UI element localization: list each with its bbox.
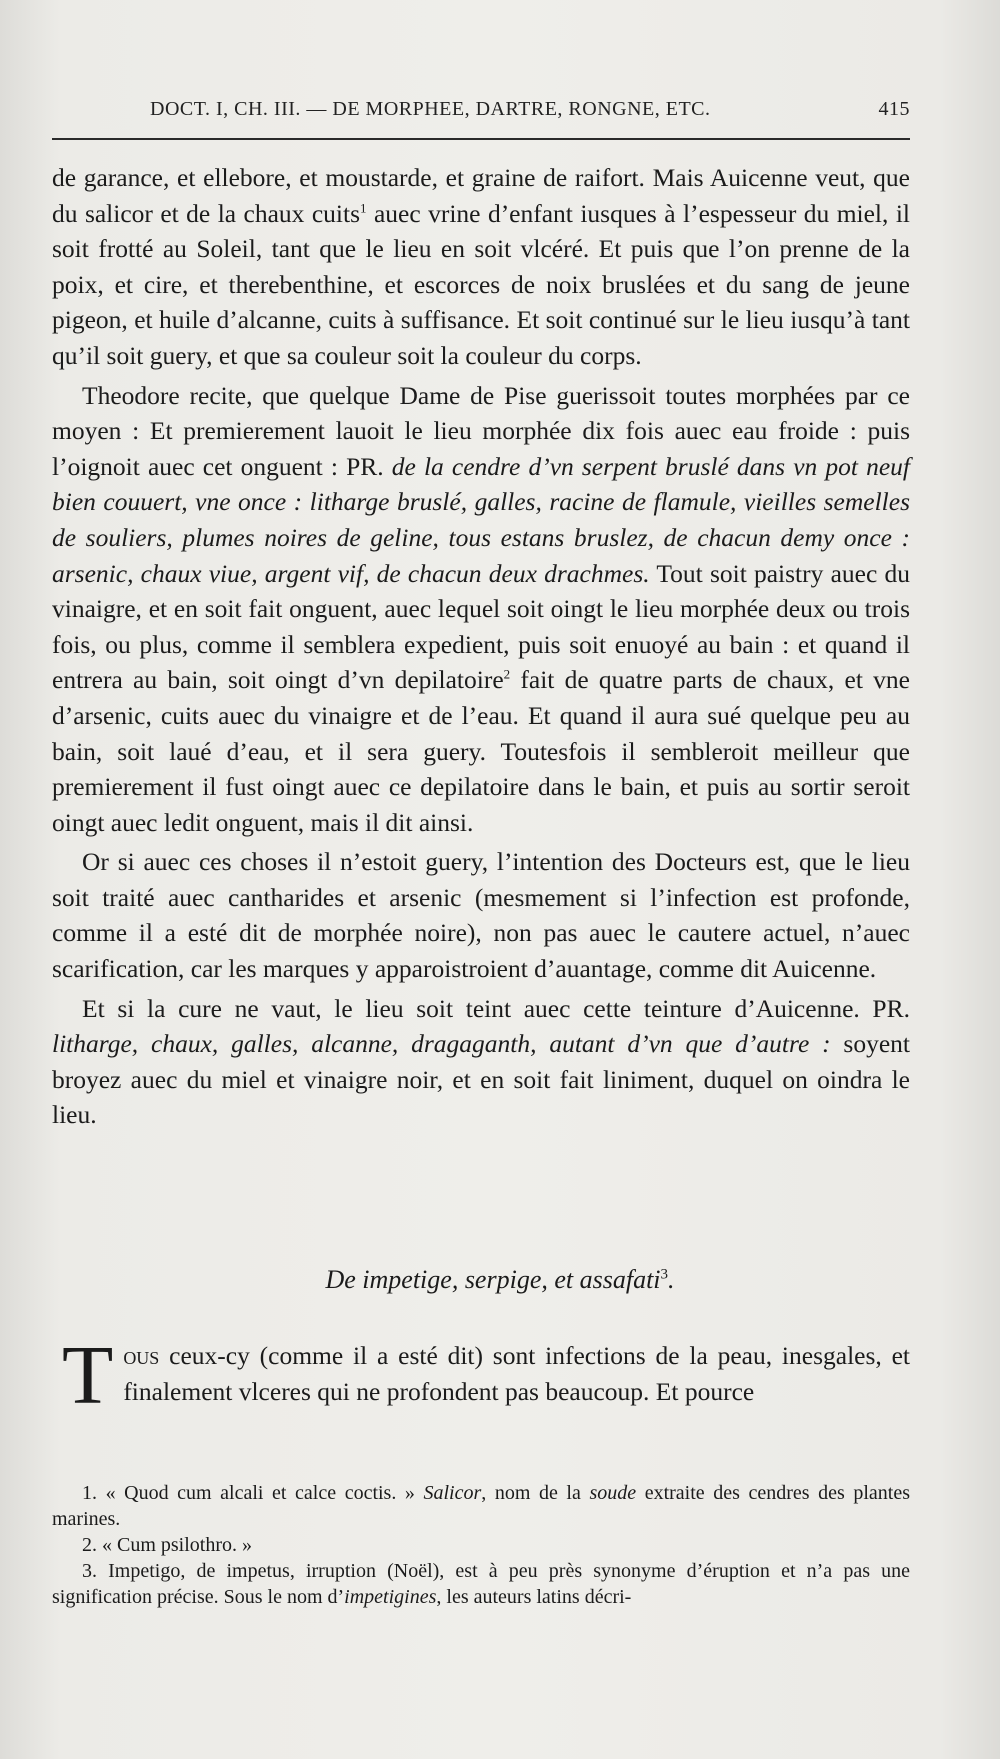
p2-text: Theodore recite, que quelque Dame de Pise guerissoit toutes morphées par ce moyen : Et premierement lauoit le lieu morphée dix fois auec eau froide : puis l’oignoit auec cet onguent : PR.	[52, 380, 910, 481]
footnote-ref-2: 2	[503, 666, 511, 682]
fn1-italic: Salicor	[423, 1482, 482, 1504]
fn1-a: 1. « Quod cum alcali et calce coctis. »	[82, 1482, 424, 1504]
p2-text3: fait de quatre parts de chaux, et vne d’arsenic, cuits auec du vinaigre et de l’eau. Et quand il aura sué quelque peu au bain, soit laué d’eau, et il sera guery. Toutesfois il sembleroit meilleur que premierement il fust oingt auec ce depilatoire dans le bain, et puis au sortir seroit oingt auec ledit onguent, mais il dit ainsi.	[52, 665, 910, 837]
fn1-italic2: soude	[589, 1482, 637, 1504]
p2-recipe: de la cendre d’vn serpent bruslé dans vn pot neuf bien couuert, vne once : litharge bruslé, galles, racine de flamule, vieilles semelles de souliers, plumes noires de geline, tous estans bruslez, de chacun demy once : arsenic, chaux viue, argent vif, de chacun deux drachmes.	[52, 451, 910, 588]
first-word: ous	[123, 1341, 160, 1370]
main-text	[52, 160, 910, 1137]
p1-text: de garance, et ellebore, et moustarde, et graine de raifort. Mais Auicenne veut, que du salicor et de la chaux cuits	[52, 163, 910, 228]
section-heading-end: .	[668, 1265, 675, 1294]
section-text	[52, 1329, 910, 1422]
footnote-3	[52, 1558, 910, 1610]
header-rule	[52, 138, 910, 140]
paragraph-1	[52, 160, 910, 374]
fn3-italic: impetigines	[344, 1586, 437, 1608]
page-number: 415	[878, 98, 910, 120]
footnote-1	[52, 1480, 910, 1532]
section-paragraph: ceux-cy (comme il a esté dit) sont infections de la peau, inesgales, et finalement vlceres qui ne profondent pas beaucoup. Et pource	[123, 1341, 910, 1406]
paragraph-2	[52, 378, 910, 841]
fn1-b: , nom de la	[481, 1482, 590, 1504]
fn3-a: 3. Impetigo, de impetus, irruption (Noël), est à peu près synonyme d’éruption et n’a pas une signification précise. Sous le nom d’	[52, 1560, 910, 1608]
footnote-2: 2. « Cum psilothro. »	[82, 1534, 253, 1556]
footnote-ref-1: 1	[360, 200, 367, 216]
fn3-b: , les auteurs latins décri-	[436, 1586, 632, 1608]
p2-text2: Tout soit paistry auec du vinaigre, et en soit fait onguent, auec lequel soit oingt le lieu morphée deux ou trois fois, ou plus, comme il semblera expedient, puis soit enuoyé au bain : et quand il entrera au bain, soit oingt d’vn depilatoire	[52, 558, 910, 695]
section-heading-text: De impetige, serpige, et assafati	[325, 1265, 661, 1294]
paragraph-4	[52, 991, 910, 1133]
fn1-c: extraite des cendres des plantes marines.	[52, 1482, 910, 1530]
footnotes	[52, 1480, 910, 1610]
drop-cap: T	[62, 1329, 114, 1422]
p4-text: Et si la cure ne vaut, le lieu soit teint auec cette teinture d’Auicenne. PR.	[82, 993, 910, 1023]
footnote-ref-3: 3	[660, 1266, 669, 1283]
section-heading	[0, 1265, 1000, 1295]
p4-text2: soyent broyez auec du miel et vinaigre noir, et en soit fait liniment, duquel on oindra le lieu.	[52, 1029, 910, 1130]
p1-text2: auec vrine d’enfant iusques à l’espesseur du miel, il soit frotté au Soleil, tant que le lieu en soit vlcéré. Et puis que l’on prenne de la poix, et cire, et therebenthine, et escorces de noix bruslées et du sang de jeune pigeon, et huile d’alcanne, cuits à suffisance. Et soit continué sur le lieu iusqu’à tant qu’il soit guery, et que sa couleur soit la couleur du corps.	[52, 198, 910, 370]
paragraph-3: Or si auec ces choses il n’estoit guery, l’intention des Docteurs est, que le lieu soit traité auec cantharides et arsenic (mesmement si l’infection est profonde, comme il a esté dit de morphée noire), non pas auec le cautere actuel, n’auec scarification, car les marques y apparoistroient d’auantage, comme dit Auicenne.	[52, 847, 910, 984]
running-title: DOCT. I, CH. III. — DE MORPHEE, DARTRE, RONGNE, ETC.	[150, 98, 711, 120]
p4-recipe: litharge, chaux, galles, alcanne, dragaganth, autant d’vn que d’autre :	[52, 1029, 831, 1059]
